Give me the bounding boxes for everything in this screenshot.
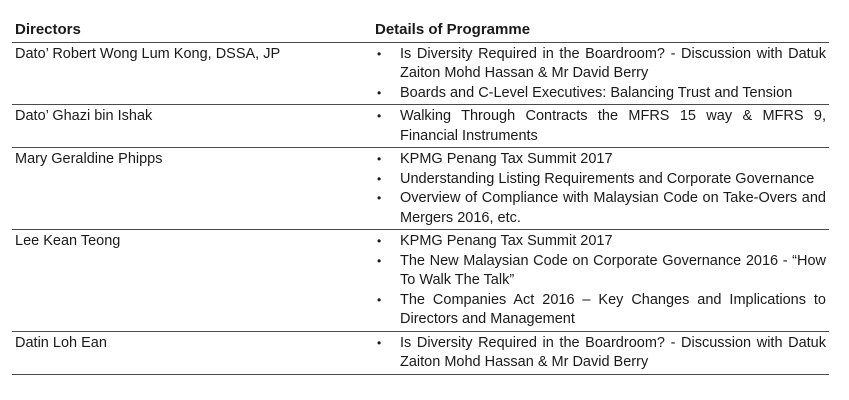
bullet-icon: • <box>377 152 382 166</box>
director-name: Lee Kean Teong <box>12 230 372 332</box>
programme-item <box>375 189 826 228</box>
programme-text: Walking Through Contracts the MFRS 15 way & MFRS 9, Financial Instruments <box>400 108 826 144</box>
director-name: Datin Loh Ean <box>12 331 372 374</box>
programme-item <box>375 150 826 170</box>
bullet-icon: • <box>377 46 382 61</box>
programme-list <box>375 334 826 373</box>
bullet-icon: • <box>377 109 382 123</box>
programme-list <box>375 45 826 104</box>
programme-text: KPMG Penang Tax Summit 2017 <box>400 233 613 249</box>
programme-list <box>375 150 826 228</box>
programme-text: Boards and C-Level Executives: Balancing Trust and Tension <box>400 84 793 101</box>
table-header-row <box>12 17 829 42</box>
programme-cell <box>372 105 829 148</box>
director-name: Mary Geraldine Phipps <box>12 148 372 230</box>
bullet-icon: • <box>377 85 382 100</box>
programme-item <box>375 334 826 373</box>
directors-training-table <box>12 17 829 375</box>
bullet-icon: • <box>377 234 382 248</box>
programme-item <box>375 84 826 104</box>
directors-column-header: Directors <box>12 17 372 42</box>
bullet-icon: • <box>377 253 382 268</box>
programme-item <box>375 291 826 330</box>
programme-item <box>375 107 826 146</box>
details-column-header: Details of Programme <box>372 17 829 42</box>
director-name: Dato’ Ghazi bin Ishak <box>12 105 372 148</box>
programme-text: Is Diversity Required in the Boardroom? - Discussion with Datuk Zaiton Mohd Hassan & Mr David Berry <box>400 45 826 81</box>
programme-text: KPMG Penang Tax Summit 2017 <box>400 151 613 167</box>
programme-text: Overview of Compliance with Malaysian Code on Take-Overs and Mergers 2016, etc. <box>400 190 826 226</box>
programme-cell <box>372 230 829 332</box>
bullet-icon: • <box>377 335 382 350</box>
programme-list <box>375 232 826 330</box>
programme-list <box>375 107 826 146</box>
bullet-icon: • <box>377 171 382 186</box>
table-row <box>12 148 829 230</box>
programme-item <box>375 170 826 190</box>
table-row <box>12 230 829 332</box>
programme-cell <box>372 148 829 230</box>
programme-item <box>375 232 826 252</box>
bullet-icon: • <box>377 191 382 205</box>
bullet-icon: • <box>377 292 382 307</box>
programme-text: The Companies Act 2016 – Key Changes and Implications to Directors and Management <box>400 291 826 327</box>
table-row <box>12 105 829 148</box>
table-row <box>12 42 829 105</box>
director-name: Dato’ Robert Wong Lum Kong, DSSA, JP <box>12 42 372 105</box>
programme-item <box>375 252 826 291</box>
programme-cell <box>372 331 829 374</box>
table-row <box>12 331 829 374</box>
programme-text: Is Diversity Required in the Boardroom? - Discussion with Datuk Zaiton Mohd Hassan & Mr David Berry <box>400 334 826 370</box>
programme-item <box>375 45 826 84</box>
programme-cell <box>372 42 829 105</box>
programme-text: The New Malaysian Code on Corporate Governance 2016 - “How To Walk The Talk” <box>400 252 826 288</box>
programme-text: Understanding Listing Requirements and Corporate Governance <box>400 170 815 187</box>
